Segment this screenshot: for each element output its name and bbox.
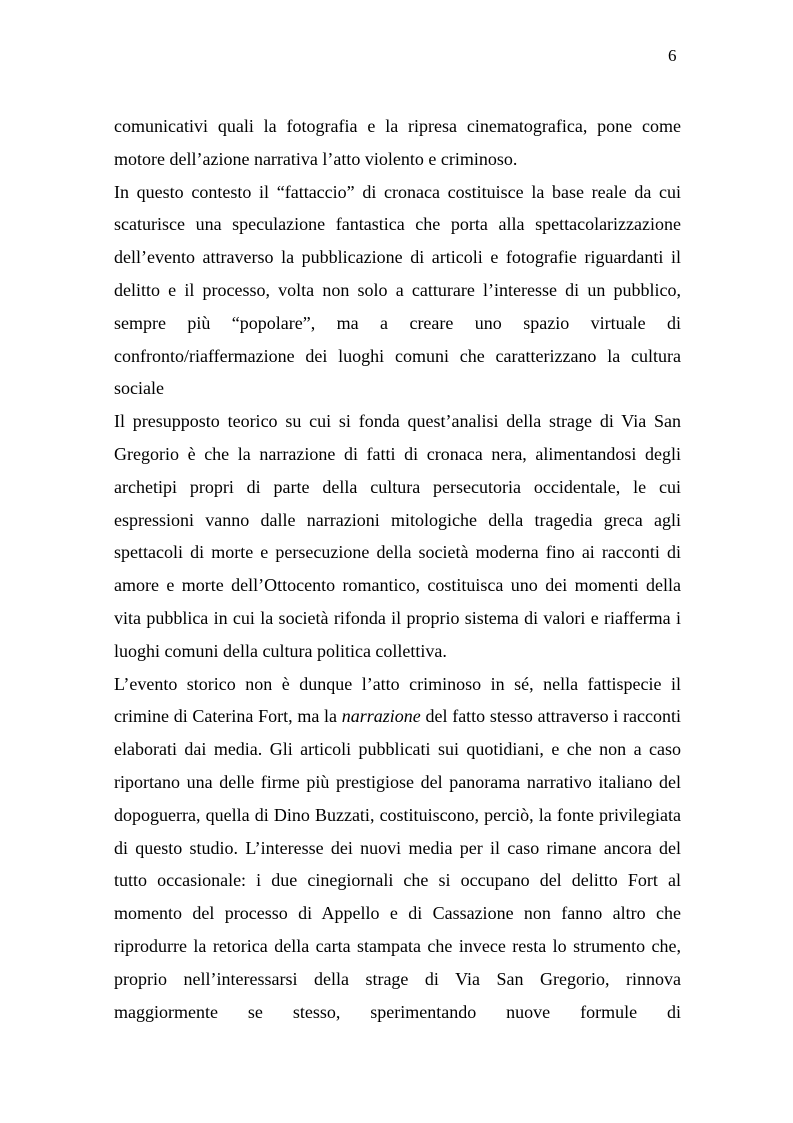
paragraph-3: Il presupposto teorico su cui si fonda quest’analisi della strage di Via San Gregorio è che la narrazione di fatti di cronaca nera, alimentandosi degli archetipi propri di parte della cultura persecutoria occidentale, le cui espressioni vanno dalle narrazioni mitologiche della tragedia greca agli spettacoli di morte e persecuzione della società moderna fino ai racconti di amore e morte dell’Ottocento romantico, costituisca uno dei momenti della vita pubblica in cui la società rifonda il proprio sistema di valori e riafferma i luoghi comuni della cultura politica collettiva. (114, 411, 681, 661)
paragraph-4-text-after: del fatto stesso attraverso i racconti elaborati dai media. Gli articoli pubblicati sui quotidiani, e che non a caso riportano una delle firme più prestigiose del panorama narrativo italiano del dopoguerra, quella di Dino Buzzati, costituiscono, perciò, la fonte privilegiata di questo studio. L’interesse dei nuovi media per il caso rimane ancora del tutto occasionale: i due cinegiornali che si occupano del delitto Fort al momento del processo di Appello e di Cassazione non fanno altro che riprodurre la retorica della carta stampata che invece resta lo strumento che, proprio nell’interessarsi della strage di Via San Gregorio, rinnova maggiormente se stesso, sperimentando nuove formule di (114, 706, 681, 1022)
paragraph-4-text-before: L’evento storico non è dunque l’atto criminoso in sé, nella fattispecie il crimine di Caterina Fort, ma la (114, 673, 681, 727)
page-number: 6 (668, 46, 677, 65)
paragraph-2: In questo contesto il “fattaccio” di cronaca costituisce la base reale da cui scaturisce una speculazione fantastica che porta alla spettacolarizzazione dell’evento attraverso la pubblicazione di articoli e fotografie riguardanti il delitto e il processo, volta non solo a catturare l’interesse di un pubblico, sempre più “popolare”, ma a creare uno spazio virtuale di confronto/riaffermazione dei luoghi comuni che caratterizzano la cultura sociale (114, 181, 681, 399)
narrazione-emphasis: narrazione (341, 706, 421, 727)
body-text (114, 110, 681, 1028)
paragraph-4 (114, 668, 681, 1029)
paragraph-1: comunicativi quali la fotografia e la ripresa cinematografica, pone come motore dell’azione narrativa l’atto violento e criminoso. (114, 116, 681, 169)
